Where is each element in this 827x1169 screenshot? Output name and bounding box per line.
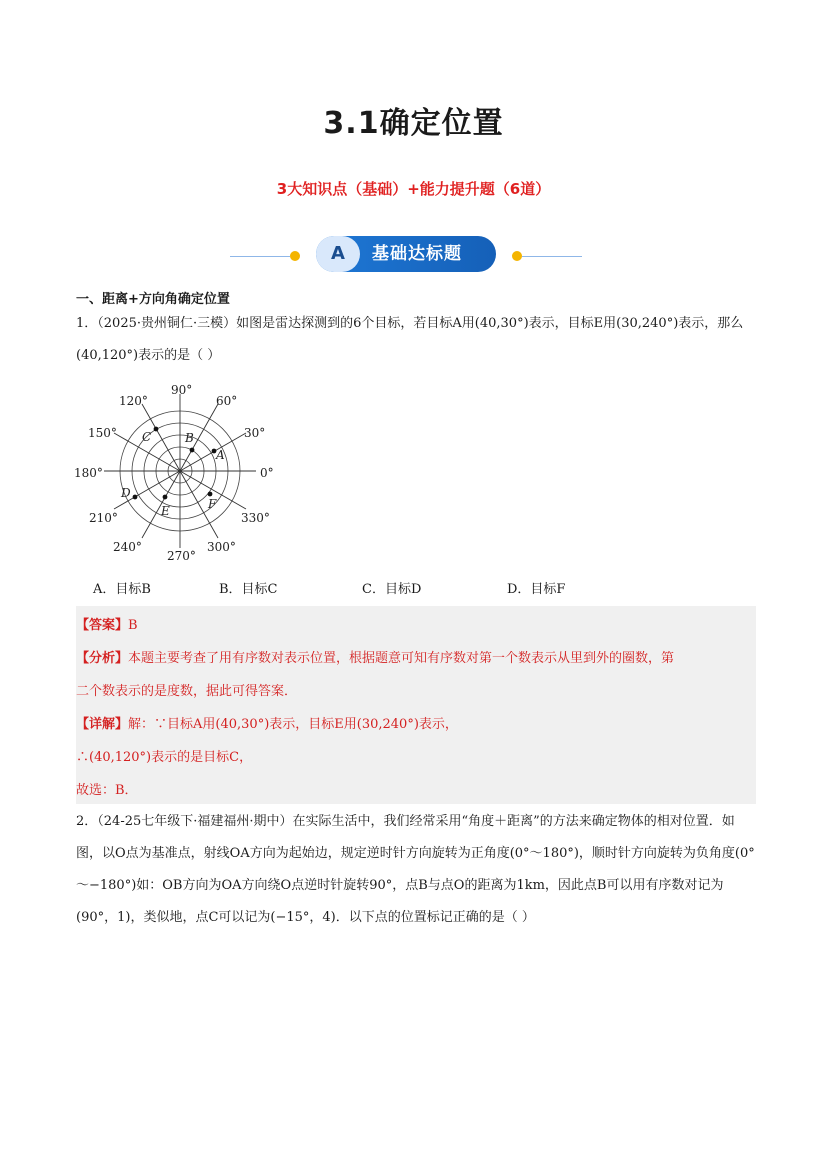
angle-label-210: 210° <box>89 511 118 525</box>
option-b[interactable]: B．目标C <box>219 582 278 597</box>
detail-row-1 <box>76 713 756 732</box>
option-a[interactable]: A．目标B <box>93 582 151 597</box>
question-2-text: 2．（24-25七年级下·福建福州·期中）在实际生活中，我们经常采用“角度＋距离”的方法来确定物体的相对位置．如图，以O点为基准点，射线OA方向为起始边，规定逆时针方向旋转为正角度(0°～180°)，顺时针方向旋转为负角度(0°～−180°)如：OB方向为OA方向绕O点逆时针旋转90°，点B与点O的距离为1km，因此点B可以用有序数对记为(90°，1)，类似地，点C可以记为(−15°，4)．以下点的位置标记正确的是（ ） <box>76 814 755 925</box>
point-label-a: A <box>216 448 225 462</box>
banner-badge: A <box>316 236 360 272</box>
point-label-c: C <box>142 430 152 444</box>
detail-text-3: 故选：B． <box>76 783 138 798</box>
question-1-text: 1．（2025·贵州铜仁·三模）如图是雷达探测到的6个目标，若目标A用(40,30°)表示，目标E用(30,240°)表示，那么(40,120°)表示的是（ ） <box>76 316 744 363</box>
target-c <box>154 427 159 432</box>
point-label-d: D <box>121 486 131 500</box>
radar-rays <box>104 394 256 548</box>
answer-row <box>76 614 756 633</box>
angle-label-330: 330° <box>241 511 270 525</box>
answer-block <box>76 606 756 804</box>
target-f <box>208 492 213 497</box>
answer-tag: 【答案】 <box>76 618 129 633</box>
point-label-b: B <box>185 431 194 445</box>
analysis-text-1: 本题主要考查了用有序数对表示位置，根据题意可知有序数对第一个数表示从里到外的圈数，第 <box>128 651 675 666</box>
radar-figure <box>70 378 290 568</box>
analysis-tag: 【分析】 <box>76 651 129 666</box>
target-e <box>163 495 168 500</box>
option-c[interactable]: C．目标D <box>362 582 422 597</box>
point-label-e: E <box>161 504 170 518</box>
banner-left-line <box>230 256 290 257</box>
angle-label-60: 60° <box>216 394 238 408</box>
banner-right-dot <box>512 251 522 261</box>
angle-label-300: 300° <box>207 540 236 554</box>
target-b <box>190 448 195 453</box>
page-title: 3.1确定位置 <box>323 106 504 141</box>
section-heading: 一、距离+方向角确定位置 <box>76 292 230 307</box>
angle-label-30: 30° <box>244 426 266 440</box>
angle-label-270: 270° <box>167 549 196 563</box>
section-banner <box>230 234 600 278</box>
angle-label-180: 180° <box>74 466 103 480</box>
analysis-row-1 <box>76 647 756 666</box>
banner-label: 基础达标题 <box>372 244 462 264</box>
question-1-options <box>76 574 756 606</box>
page-subtitle: 3大知识点（基础）+能力提升题（6道） <box>276 180 551 198</box>
target-d <box>133 495 138 500</box>
angle-label-150: 150° <box>88 426 117 440</box>
point-label-f: F <box>208 497 217 511</box>
angle-label-120: 120° <box>119 394 148 408</box>
answer-value: B <box>128 618 138 633</box>
angle-label-0: 0° <box>260 466 274 480</box>
detail-text-2: ∴(40,120°)表示的是目标C， <box>76 750 253 765</box>
option-d[interactable]: D．目标F <box>507 582 566 597</box>
angle-label-90: 90° <box>171 383 193 397</box>
detail-tag: 【详解】 <box>76 717 129 732</box>
analysis-text-2: 二个数表示的是度数，据此可得答案． <box>76 684 298 699</box>
angle-label-240: 240° <box>113 540 142 554</box>
banner-left-dot <box>290 251 300 261</box>
detail-text-1: 解：∵目标A用(40,30°)表示，目标E用(30,240°)表示， <box>128 717 458 732</box>
banner-right-line <box>522 256 582 257</box>
